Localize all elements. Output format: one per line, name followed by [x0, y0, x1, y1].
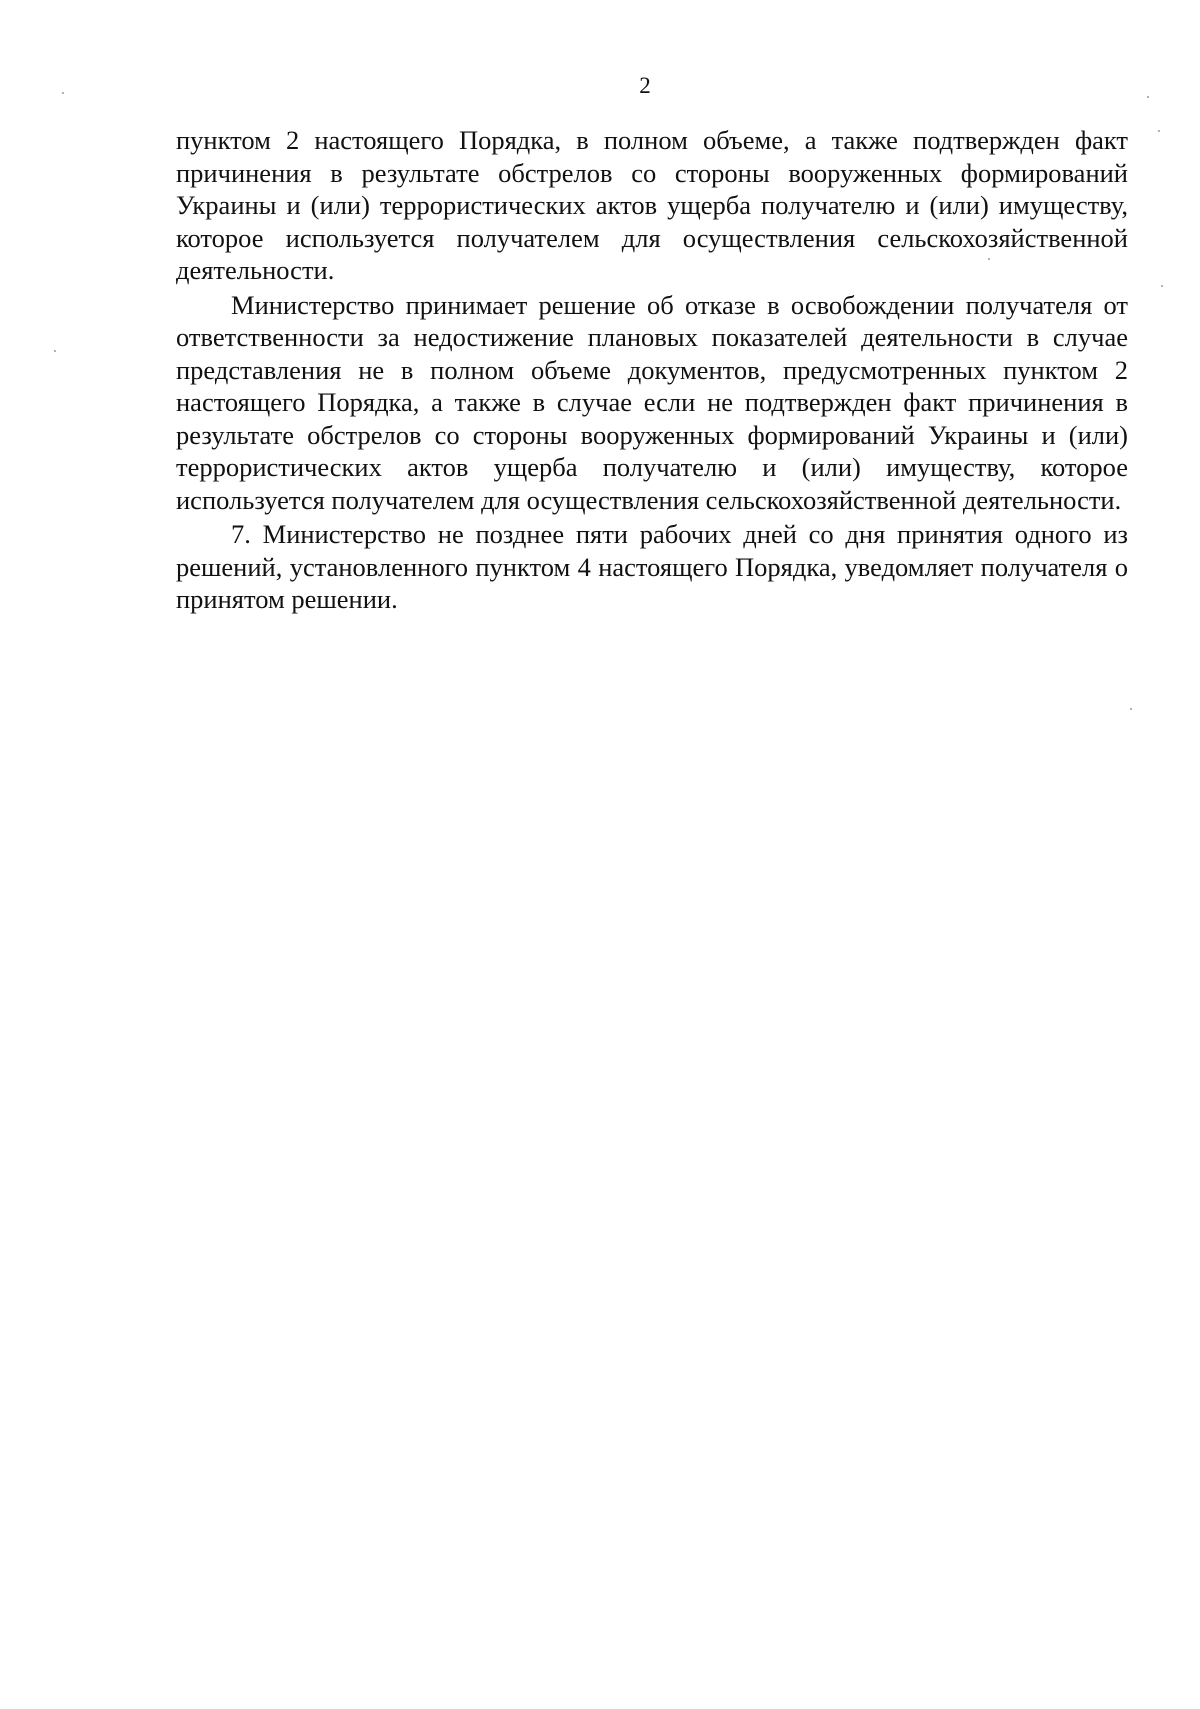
document-body [176, 124, 1128, 616]
paragraph-item-7: 7. Министерство не позднее пяти рабочих дней со дня принятия одного из решений, установленного пунктом 4 настоящего Порядка, уведомляет получателя о принятом решении. [176, 519, 1128, 614]
paragraph-continuation: пунктом 2 настоящего Порядка, в полном объеме, а также подтвержден факт причинения в результате обстрелов со стороны вооруженных формирований Украины и (или) террористических актов ущерба получателю и (или) имуществу, которое используется получателем для осуществления сельскохозяйственной деятельности. [176, 125, 1128, 285]
scan-speck [1147, 96, 1149, 98]
page-number: 2 [639, 73, 651, 98]
scan-speck [988, 258, 990, 260]
scan-speck [1161, 285, 1163, 287]
scan-speck [62, 92, 64, 94]
scan-speck [1130, 708, 1132, 710]
paragraph-refusal-decision: Министерство принимает решение об отказе в освобождении получателя от ответственности за недостижение плановых показателей деятельности в случае представления не в полном объеме документов, предусмотренных пунктом 2 настоящего Порядка, а также в случае если не подтвержден факт причинения в результате обстрелов со стороны вооруженных формирований Украины и (или) террористических актов ущерба получателю и (или) имуществу, которое используется получателем для осуществления сельскохозяйственной деятельности. [176, 289, 1128, 515]
scan-speck [1158, 130, 1160, 132]
scan-speck [54, 350, 56, 352]
